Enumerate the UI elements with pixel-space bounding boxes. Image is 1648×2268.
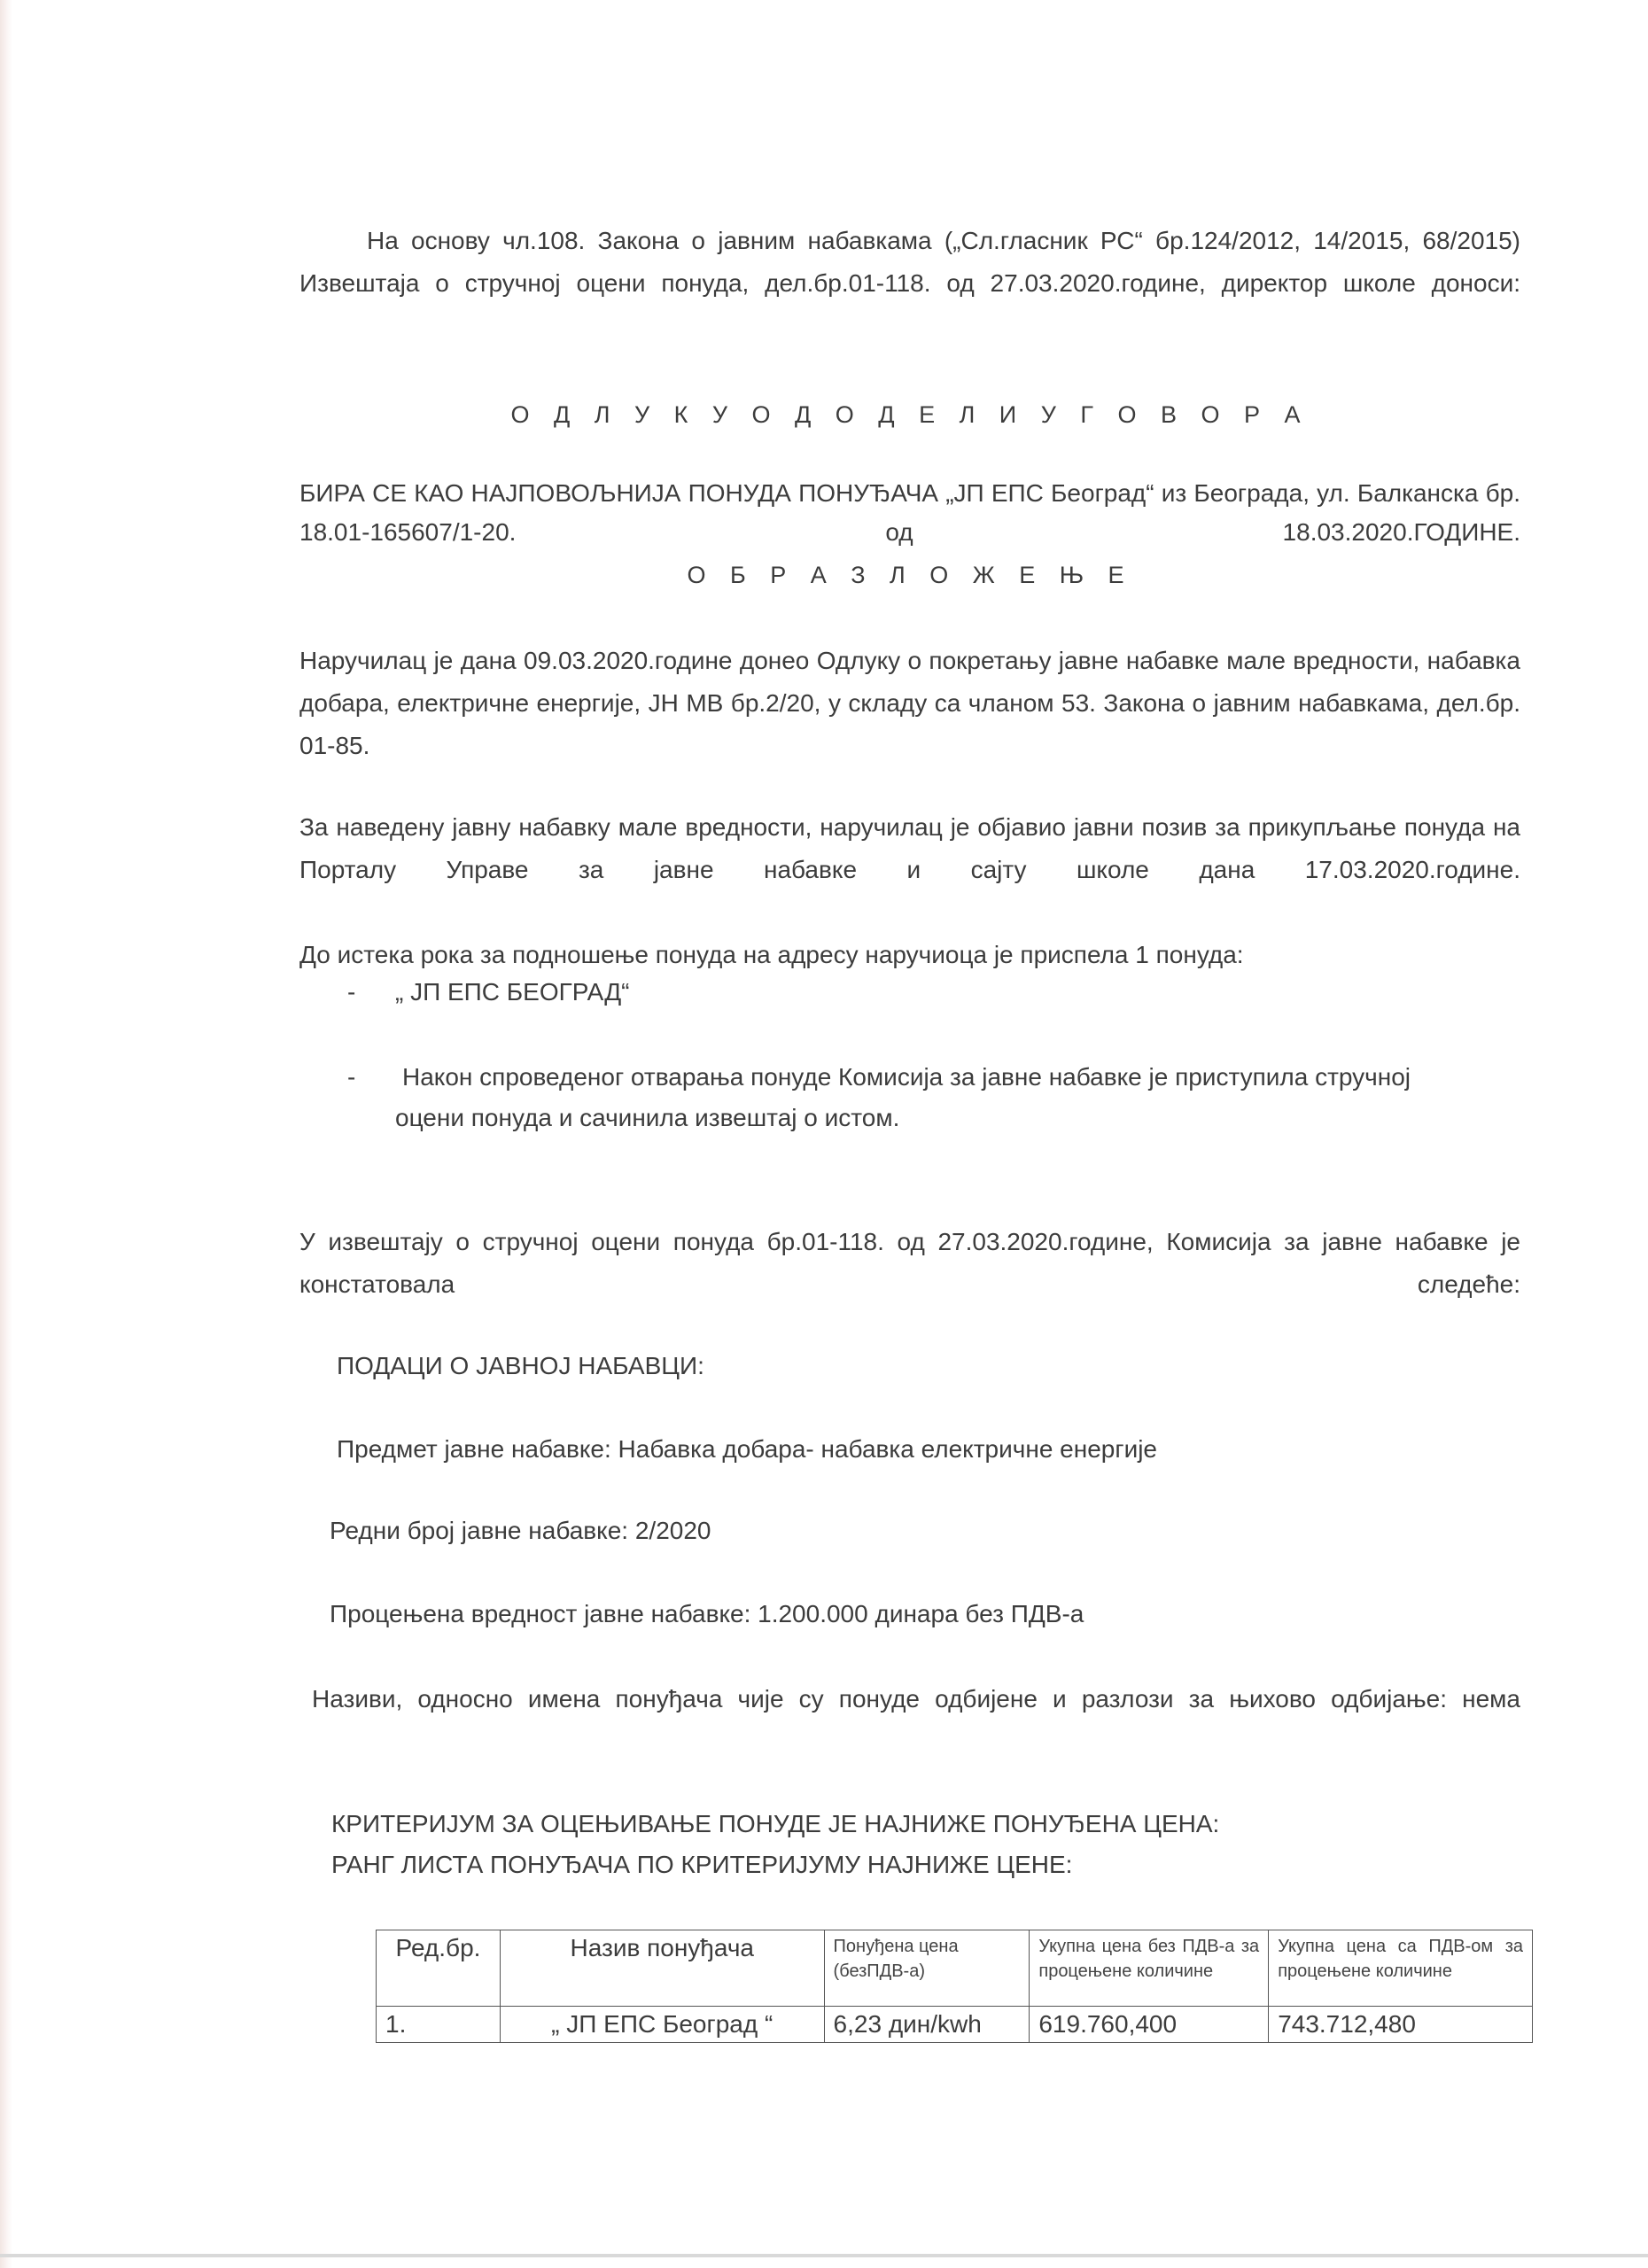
cell-bidder-name: „ ЈП ЕПС Београд “ (500, 2007, 824, 2043)
procurement-subject: Предмет јавне набавке: Набавка добара- набавка електричне енергије (337, 1435, 1157, 1463)
paragraph-offers-received: До истека рока за подношење понуда на адресу наручиоца је приспела 1 понуда: (299, 941, 1244, 968)
bullet-dash: - (347, 978, 356, 1006)
paragraph-decision-start: Наручилац је дана 09.03.2020.године донео Одлуку о покретању јавне набавке мале вредности, набавка добара, електричне енергије, ЈН МВ бр.2/20, у складу са чланом 53. Закона о јавним набавкама, дел.бр. 01-85. (299, 647, 1520, 759)
criteria-line2: РАНГ ЛИСТА ПОНУЂАЧА ПО КРИТЕРИЈУМУ НАЈНИЖЕ ЦЕНЕ: (331, 1851, 1073, 1878)
header-total-with-vat: Укупна цена са ПДВ-ом за процењене количине (1269, 1930, 1533, 2007)
reasoning-title: О Б Р А З Л О Ж Е Њ Е (687, 562, 1133, 588)
scan-bottom-edge (0, 2254, 1648, 2257)
table-row (377, 2007, 1533, 2043)
procurement-heading: ПОДАЦИ О ЈАВНОЈ НАБАВЦИ: (337, 1352, 704, 1379)
paragraph-report: У извештају о стручној оцени понуда бр.01-118. од 27.03.2020.године, Комисија за јавне набавке је констатовала следеће: (299, 1228, 1520, 1298)
bullet-dash: - (347, 1063, 356, 1091)
cell-total-without-vat: 619.760,400 (1030, 2007, 1269, 2043)
cell-offered-price: 6,23 дин/kwh (824, 2007, 1030, 2043)
intro-paragraph: На основу чл.108. Закона о јавним набавкама („Сл.гласник РС“ бр.124/2012, 14/2015, 68/2015) Извештаја о стручној оцени понуда, дел.бр.01-118. од 27.03.2020.године, директор школе доноси: (299, 227, 1520, 297)
procurement-value: Процењена вредност јавне набавке: 1.200.000 динара без ПДВ-а (330, 1600, 1084, 1627)
paragraph-public-call: За наведену јавну набавку мале вредности, наручилац је објавио јавни позив за прикупљање понуда на Порталу Управе за јавне набавке и сајту школе дана 17.03.2020.године. (299, 813, 1520, 883)
header-bidder-name: Назив понуђача (500, 1930, 824, 2007)
cell-row-number: 1. (377, 2007, 501, 2043)
bullet-item-commission-line2: оцени понуда и сачинила извештај о истом. (395, 1104, 900, 1131)
bullet-item-commission-line1: Након спроведеног отварања понуде Комисија за јавне набавке је приступила стручној (402, 1063, 1411, 1091)
header-total-without-vat: Укупна цена без ПДВ-а за процењене количине (1030, 1930, 1269, 2007)
criteria-line1: КРИТЕРИЈУМ ЗА ОЦЕЊИВАЊЕ ПОНУДЕ ЈЕ НАЈНИЖЕ ПОНУЂЕНА ЦЕНА: (331, 1810, 1220, 1837)
document-title: О Д Л У К У О Д О Д Е Л И У Г О В О Р А (510, 401, 1310, 428)
procurement-rejected: Називи, односно имена понуђача чије су понуде одбијене и разлози за њихово одбијање: нема (312, 1685, 1520, 1713)
bullet-item-bidder: „ ЈП ЕПС БЕОГРАД“ (395, 978, 630, 1006)
cell-total-with-vat: 743.712,480 (1269, 2007, 1533, 2043)
procurement-number: Редни број јавне набавке: 2/2020 (330, 1517, 711, 1544)
ranking-table (376, 1930, 1533, 2043)
header-offered-price: Понуђена цена (безПДВ-а) (824, 1930, 1030, 2007)
header-row-number: Ред.бр. (377, 1930, 501, 2007)
decision-paragraph: БИРА СЕ КАО НАЈПОВОЉНИЈА ПОНУДА ПОНУЂАЧА „ЈП ЕПС Београд“ из Београда, ул. Балканска бр. 18.01-165607/1-20. од 18.03.2020.ГОДИНЕ. (299, 479, 1520, 546)
table-header-row (377, 1930, 1533, 2007)
